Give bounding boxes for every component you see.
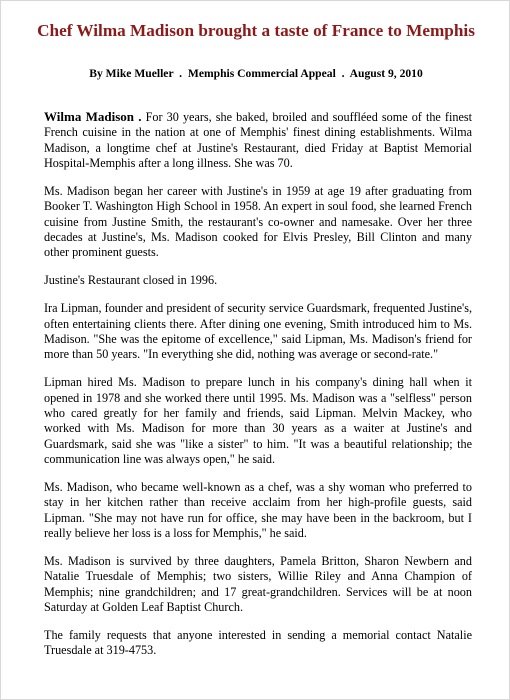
article-body [44, 109, 472, 671]
article-paragraph-5: Lipman hired Ms. Madison to prepare lunch in his company's dining hall when it opened in 1978 and she worked there until 1995. Ms. Madison was a "selfless" person who cared greatly for her family and friends, said Lipman. Melvin Mackey, who worked with Ms. Madison for more than 30 years as a waiter at Justine's and Guardsmark, said she was "like a sister" to him. "It was a beautiful relationship; the communication line was always open," he said. [44, 375, 472, 466]
article-byline: By Mike Mueller . Memphis Commercial Appeal . August 9, 2010 [89, 67, 423, 80]
lead-name: Wilma Madison . [44, 109, 142, 124]
article-headline: Chef Wilma Madison brought a taste of France to Memphis [37, 21, 475, 40]
article-paragraph-6: Ms. Madison, who became well-known as a chef, was a shy woman who preferred to stay in her kitchen rather than receive acclaim from her high-profile guests, said Lipman. "She may not have run for office, she may have been in the backroom, but I really believe her loss is a loss for Memphis," he said. [44, 479, 472, 540]
article-paragraph-2: Ms. Madison began her career with Justine's in 1959 at age 19 after graduating from Booker T. Washington High School in 1958. An expert in soul food, she learned French cuisine from Justine Smith, the restaurant's co-owner and namesake. Over her three decades at Justine's, Ms. Madison cooked for Elvis Presley, Bill Clinton and many other prominent guests. [44, 183, 472, 260]
article-paragraph-7: Ms. Madison is survived by three daughters, Pamela Britton, Sharon Newbern and Natalie Truesdale of Memphis; two sisters, Willie Riley and Anna Champion of Memphis; nine grandchildren; and 17 great-grandchildren. Services will be at noon Saturday at Golden Leaf Baptist Church. [44, 553, 472, 614]
article-paragraph-1 [44, 109, 472, 171]
article-paragraph-3: Justine's Restaurant closed in 1996. [44, 273, 218, 288]
article-paragraph-4: Ira Lipman, founder and president of security service Guardsmark, frequented Justine's, often entertaining clients there. After dining one evening, Smith introduced him to Ms. Madison. "She was the epitome of excellence," said Lipman, Ms. Madison's friend for more than 50 years. "In everything she did, nothing was average or second-rate." [44, 301, 472, 362]
article-paragraph-8: The family requests that anyone interested in sending a memorial contact Natalie Truesdale at 319-4753. [44, 627, 472, 658]
paragraph-text: For 30 years, she baked, broiled and souffléed some of the finest French cuisine in the nation at one of Memphis' finest dining establishments. Wilma Madison, a longtime chef at Justine's Restaurant, died Friday at Baptist Memorial Hospital-Memphis after a long illness. She was 70. [44, 110, 472, 171]
